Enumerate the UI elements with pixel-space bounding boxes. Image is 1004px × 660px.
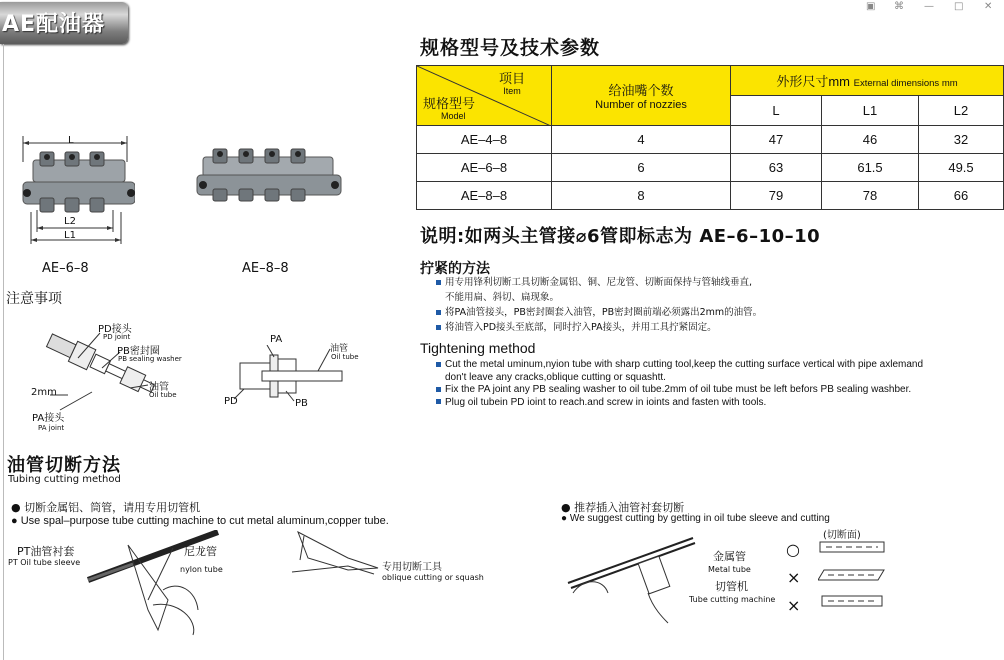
- row-L2: 32: [919, 126, 1004, 154]
- table-row: [417, 126, 1004, 154]
- bullet-icon: [436, 387, 441, 392]
- bullet-icon: [436, 310, 441, 315]
- nylon-tube-en: nylon tube: [180, 565, 223, 574]
- nozzles-en: Number of nozzies: [595, 99, 687, 111]
- wrong-mark-1: ×: [787, 568, 801, 587]
- list-item: 用专用锋利切断工具切断金属铝、铜、尼龙管、切断面保持与管轴线垂直,: [436, 275, 762, 290]
- item-zh: 项目: [498, 71, 525, 86]
- cutting-title-zh: 油管切断方法: [7, 455, 121, 476]
- list-item: don't leave any cracks,oblique cutting or squashtt.: [445, 371, 666, 383]
- pd-label: PD: [224, 396, 238, 407]
- model-zh: 规格型号: [423, 96, 476, 111]
- dims-header: [731, 66, 1004, 96]
- cutting-bullet-1-zh: ● 切断金属铝、筒管，请用专用切管机: [11, 501, 201, 514]
- oil-tube2-en: Oil tube: [331, 353, 359, 361]
- row-model: AE–8–8: [417, 182, 552, 210]
- list-item: 将PA油管接头，PB密封圈套入油管，PB密封圈前端必须露出2mm的油管。: [436, 305, 762, 320]
- section-label: (切断面): [823, 530, 861, 541]
- list-item: Cut the metal uminum,nyion tube with sharp cutting tool,keep the cutting surface vertical with pipe axlemand: [436, 359, 923, 372]
- tighten-title-zh: 拧紧的方法: [420, 261, 490, 277]
- col-L2: L2: [919, 96, 1004, 126]
- col-L: L: [731, 96, 822, 126]
- close-icon[interactable]: ✕: [984, 1, 993, 12]
- oil-tube-en: Oil tube: [149, 391, 177, 399]
- cutting-title-en: Tubing cutting method: [8, 474, 121, 485]
- product-ae-8-8-drawing: [195, 145, 345, 205]
- oil-tube-zh: 油管: [149, 382, 169, 393]
- cautions-title: 注意事项: [6, 291, 62, 307]
- tools-icon[interactable]: ⌘: [894, 1, 904, 12]
- cutting-tool-drawing: [288, 528, 384, 578]
- spec-title: 规格型号及技术参数: [420, 37, 601, 59]
- table-row: [417, 182, 1004, 210]
- tighten-title-en: Tightening method: [420, 340, 536, 356]
- maximize-icon[interactable]: □: [954, 1, 964, 12]
- list-item: 将油管入PD接头至底部，同时拧入PA接头，并用工具拧紧固定。: [436, 320, 762, 335]
- pt-sleeve-zh: PT油管衬套: [17, 545, 75, 558]
- bullet-icon: [436, 362, 441, 367]
- item-en: Item: [503, 86, 521, 96]
- col-L1: L1: [822, 96, 919, 126]
- pt-sleeve-en: PT Oil tube sleeve: [8, 558, 81, 567]
- nozzles-zh: 给油嘴个数: [608, 83, 674, 98]
- caption-ae-6-8: AE–6–8: [42, 261, 89, 276]
- correct-mark: ○: [786, 540, 800, 559]
- bullet-icon: [436, 399, 441, 404]
- pa-joint-en: PA joint: [38, 424, 65, 432]
- tighten-zh-list: [436, 275, 762, 335]
- cutting-bullet-2-zh: ● 推荐插入油管衬套切断: [561, 501, 685, 514]
- dims-en: External dimensions mm: [853, 78, 958, 89]
- dim-L-label: L: [68, 135, 74, 146]
- wrong-mark-2: ×: [787, 596, 801, 615]
- row-nozzles: 8: [552, 182, 731, 210]
- row-L2: 49.5: [919, 154, 1004, 182]
- cutting-bullet-2-en: ● We suggest cutting by getting in oil tube sleeve and cutting: [561, 513, 830, 524]
- cutting-tool-en: oblique cutting or squash: [382, 573, 484, 582]
- cutter-zh: 切管机: [715, 580, 748, 593]
- restore-icon[interactable]: ▣: [866, 1, 876, 12]
- left-border: [3, 44, 4, 660]
- banner-title: AE配油器: [2, 12, 106, 37]
- minimize-icon[interactable]: —: [924, 1, 934, 12]
- table-row: [417, 154, 1004, 182]
- caption-ae-8-8: AE–8–8: [242, 261, 289, 276]
- row-nozzles: 4: [552, 126, 731, 154]
- two-mm-label: 2mm: [31, 387, 57, 398]
- oil-tube2-zh: 油管: [330, 344, 349, 354]
- metal-tube-en: Metal tube: [708, 565, 751, 574]
- pd-joint-en: PD joint: [103, 333, 131, 341]
- spec-table: [416, 65, 1004, 210]
- row-L: 47: [731, 126, 822, 154]
- window-controls: [854, 0, 1004, 14]
- cutting-bullet-1-en: ● Use spal–purpose tube cutting machine to cut metal aluminum,copper tube.: [11, 515, 389, 527]
- pb-washer-zh: PB密封圈: [117, 346, 160, 357]
- nozzles-header: [552, 66, 731, 126]
- pd-joint-zh: PD接头: [98, 324, 132, 335]
- list-item: Plug oil tubein PD ioint to reach.and screw in ioints and fasten with tools.: [436, 397, 923, 410]
- tighten-en-list: [436, 359, 923, 409]
- dims-zh: 外形尺寸mm: [776, 74, 851, 89]
- model-en: Model: [441, 111, 466, 121]
- bullet-icon: [436, 280, 441, 285]
- list-item: 不能用扁、斜切、扁现象。: [445, 292, 560, 303]
- row-model: AE–4–8: [417, 126, 552, 154]
- row-nozzles: 6: [552, 154, 731, 182]
- bullet-icon: [436, 325, 441, 330]
- tube-cutter-drawing: [563, 533, 698, 628]
- metal-tube-zh: 金属管: [713, 550, 746, 563]
- row-model: AE–6–8: [417, 154, 552, 182]
- nylon-tube-zh: 尼龙管: [184, 545, 217, 558]
- cut-section-samples: [818, 538, 888, 618]
- header-diagonal-cell: [417, 66, 552, 126]
- pa-label: PA: [270, 334, 283, 345]
- row-L1: 46: [822, 126, 919, 154]
- row-L1: 61.5: [822, 154, 919, 182]
- row-L: 63: [731, 154, 822, 182]
- dim-L2-label: L2: [64, 216, 76, 227]
- model-note: 说明:如两头主管接⌀6管即标志为 AE–6–10–10: [420, 226, 821, 247]
- row-L2: 66: [919, 182, 1004, 210]
- row-L: 79: [731, 182, 822, 210]
- pb-label: PB: [295, 398, 308, 409]
- row-L1: 78: [822, 182, 919, 210]
- cutter-en: Tube cutting machine: [689, 595, 776, 604]
- list-item: Fix the PA joint any PB sealing washer to oil tube.2mm of oil tube must be left befors PB sealing washber.: [436, 384, 923, 397]
- cutting-tool-zh: 专用切断工具: [382, 562, 442, 573]
- pa-joint-zh: PA接头: [32, 413, 65, 424]
- pb-washer-en: PB sealing washer: [118, 355, 182, 363]
- dim-L1-label: L1: [64, 230, 76, 241]
